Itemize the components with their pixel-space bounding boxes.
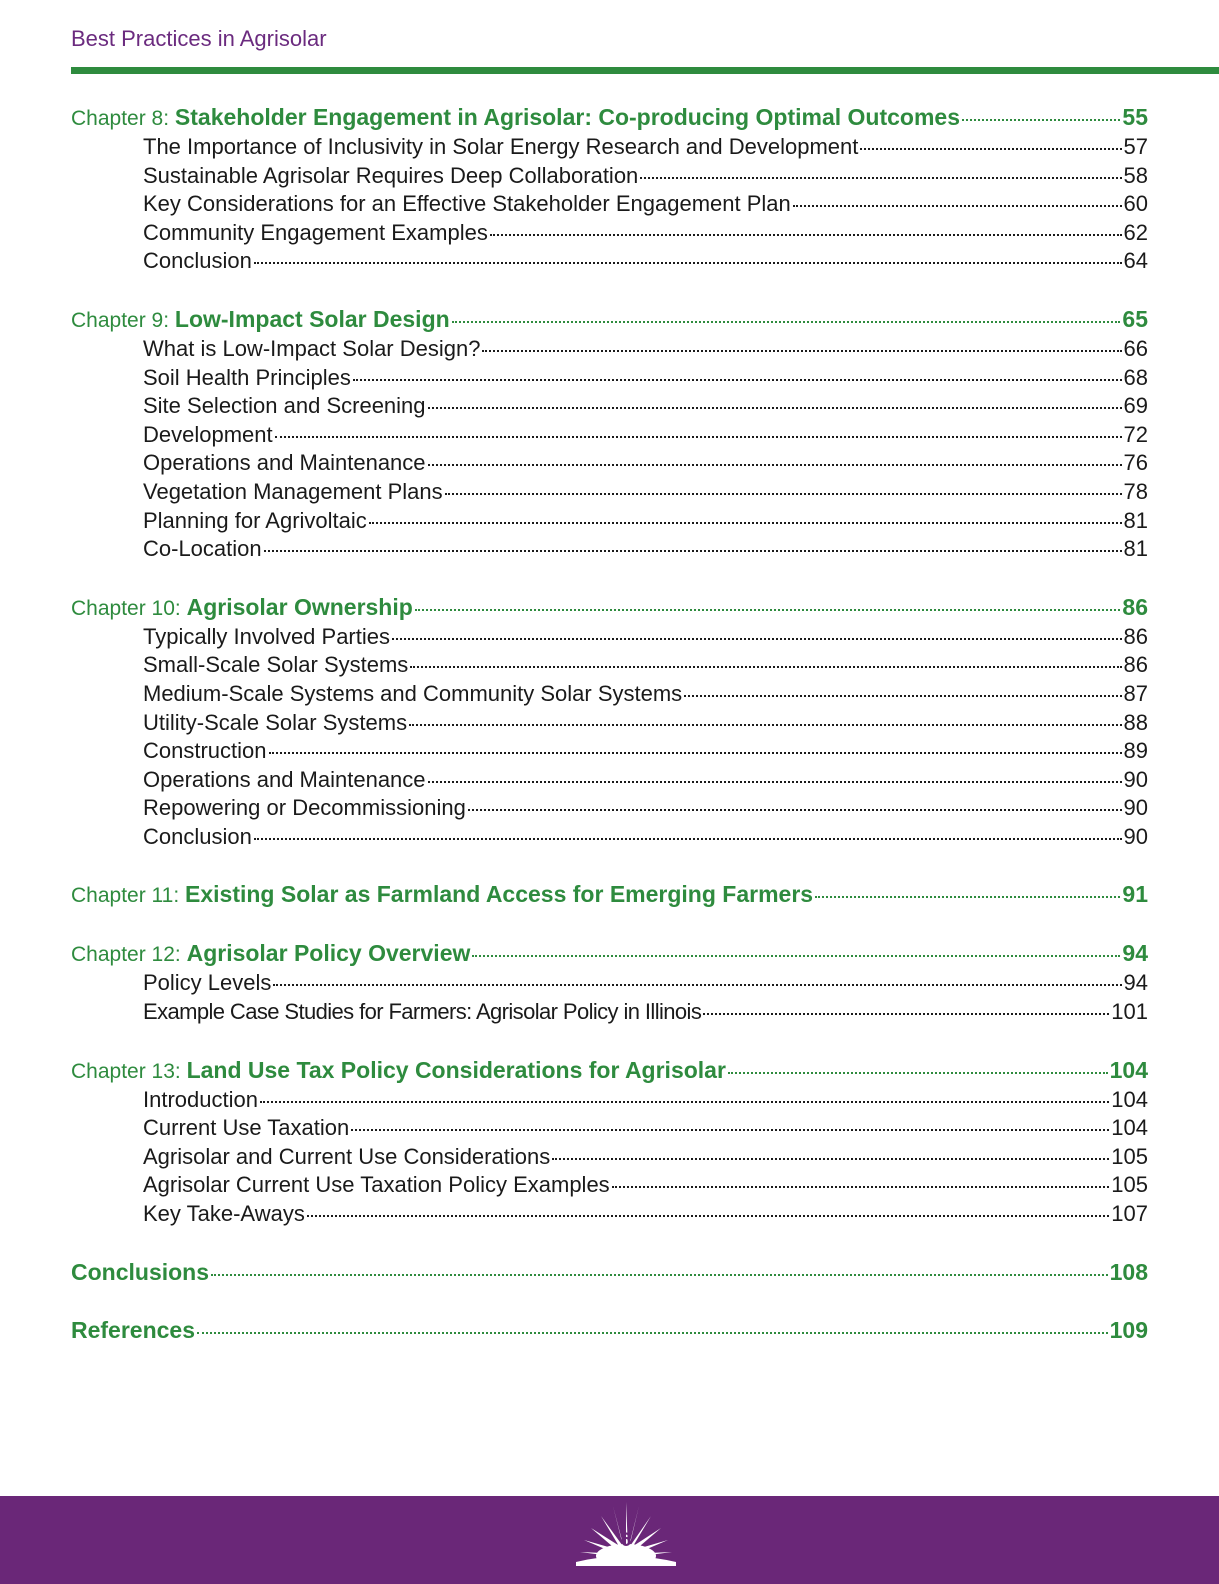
page-ref: 72 bbox=[1123, 421, 1148, 447]
page-ref: 81 bbox=[1123, 507, 1148, 533]
page-ref: 78 bbox=[1123, 478, 1148, 504]
toc-section[interactable] bbox=[71, 737, 1148, 766]
dot-leader bbox=[468, 808, 1122, 811]
dot-leader bbox=[351, 1128, 1109, 1131]
section-title: Current Use Taxation bbox=[143, 1115, 350, 1141]
dot-leader bbox=[369, 521, 1122, 524]
dot-leader bbox=[640, 176, 1121, 179]
toc-chapter-11[interactable] bbox=[71, 880, 1148, 910]
section-title: Conclusion bbox=[143, 823, 252, 849]
page-ref: 101 bbox=[1111, 999, 1148, 1025]
dot-leader bbox=[392, 637, 1122, 640]
dot-leader bbox=[410, 665, 1121, 668]
dot-leader bbox=[254, 837, 1122, 840]
dot-leader bbox=[612, 1185, 1110, 1188]
page-ref: 108 bbox=[1109, 1258, 1148, 1285]
section-title: Key Take-Aways bbox=[143, 1201, 305, 1227]
toc-section[interactable] bbox=[71, 247, 1148, 276]
toc-section[interactable] bbox=[71, 335, 1148, 364]
section-title: Typically Involved Parties bbox=[143, 623, 390, 649]
chapter-title: Conclusions bbox=[71, 1258, 210, 1285]
dot-leader bbox=[728, 1071, 1108, 1074]
page-number: 6 bbox=[620, 1530, 632, 1551]
dot-leader bbox=[409, 723, 1121, 726]
toc-section[interactable] bbox=[71, 1200, 1148, 1229]
page-ref: 60 bbox=[1123, 191, 1148, 217]
section-title: Agrisolar and Current Use Considerations bbox=[143, 1143, 551, 1169]
toc-references[interactable] bbox=[71, 1316, 1148, 1345]
dot-leader bbox=[260, 1100, 1109, 1103]
section-title: The Importance of Inclusivity in Solar Energy Research and Development bbox=[143, 134, 859, 159]
section-title: Community Engagement Examples bbox=[143, 219, 488, 245]
chapter-title: Stakeholder Engagement in Agrisolar: Co-producing Optimal Outcomes bbox=[174, 104, 960, 130]
section-title: Operations and Maintenance bbox=[143, 450, 426, 476]
page-ref: 86 bbox=[1123, 623, 1148, 649]
chapter-title: Land Use Tax Policy Considerations for Agrisolar bbox=[186, 1056, 726, 1083]
section-title: Conclusion bbox=[143, 248, 252, 274]
toc-section[interactable] bbox=[71, 1143, 1148, 1172]
page-ref: 69 bbox=[1123, 393, 1148, 419]
page-ref: 57 bbox=[1123, 134, 1148, 159]
toc-section[interactable] bbox=[71, 680, 1148, 709]
section-title: Agrisolar Current Use Taxation Policy Examples bbox=[143, 1172, 610, 1198]
page-ref: 90 bbox=[1123, 795, 1148, 821]
page-ref: 105 bbox=[1111, 1172, 1148, 1198]
toc-section[interactable] bbox=[71, 364, 1148, 393]
page-ref: 86 bbox=[1123, 652, 1148, 678]
chapter-prefix: Chapter 11: bbox=[71, 884, 186, 908]
section-title: What is Low-Impact Solar Design? bbox=[143, 335, 481, 361]
toc-section[interactable] bbox=[71, 1086, 1148, 1115]
dot-leader bbox=[445, 492, 1122, 495]
section-title: Example Case Studies for Farmers: Agrisolar Policy in Illinois bbox=[143, 999, 702, 1025]
dot-leader bbox=[684, 694, 1121, 697]
section-title: Vegetation Management Plans bbox=[143, 478, 443, 504]
section-title: Planning for Agrivoltaic bbox=[143, 507, 367, 533]
dot-leader bbox=[275, 435, 1122, 438]
table-of-contents bbox=[71, 103, 1148, 1345]
toc-chapter-12[interactable] bbox=[71, 939, 1148, 969]
page-ref: 65 bbox=[1122, 305, 1148, 332]
toc-section[interactable] bbox=[71, 794, 1148, 823]
toc-section[interactable] bbox=[71, 133, 1148, 162]
chapter-prefix: Chapter 8: bbox=[71, 107, 175, 130]
page-ref: 87 bbox=[1123, 680, 1148, 706]
chapter-prefix: Chapter 10: bbox=[71, 596, 187, 620]
page-ref: 109 bbox=[1109, 1316, 1148, 1343]
chapter-title: Low-Impact Solar Design bbox=[174, 305, 450, 332]
dot-leader bbox=[815, 895, 1120, 898]
toc-section[interactable] bbox=[71, 823, 1148, 852]
section-title: Repowering or Decommissioning bbox=[143, 795, 466, 821]
running-head: Best Practices in Agrisolar bbox=[71, 26, 327, 51]
toc-section[interactable] bbox=[71, 709, 1148, 738]
dot-leader bbox=[428, 463, 1122, 466]
page-ref: 94 bbox=[1123, 970, 1148, 996]
dot-leader bbox=[307, 1214, 1109, 1217]
page-ref: 64 bbox=[1123, 248, 1148, 274]
toc-chapter-9[interactable] bbox=[71, 305, 1148, 335]
dot-leader bbox=[428, 780, 1122, 783]
toc-section[interactable] bbox=[71, 449, 1148, 478]
chapter-title: Agrisolar Ownership bbox=[186, 593, 413, 620]
chapter-title: References bbox=[71, 1316, 196, 1343]
toc-chapter-8[interactable] bbox=[71, 103, 1148, 133]
dot-leader bbox=[482, 349, 1121, 352]
toc-section[interactable] bbox=[71, 162, 1148, 191]
page-ref: 90 bbox=[1123, 823, 1148, 849]
page-ref: 62 bbox=[1123, 219, 1148, 245]
section-title: Operations and Maintenance bbox=[143, 766, 426, 792]
toc-chapter-13[interactable] bbox=[71, 1056, 1148, 1086]
section-title: Utility-Scale Solar Systems bbox=[143, 709, 408, 735]
dot-leader bbox=[353, 378, 1122, 381]
page-ref: 86 bbox=[1122, 593, 1148, 620]
dot-leader bbox=[962, 118, 1120, 121]
toc-section[interactable] bbox=[71, 1114, 1148, 1143]
section-title: Key Considerations for an Effective Stakeholder Engagement Plan bbox=[143, 191, 791, 217]
dot-leader bbox=[273, 983, 1121, 986]
page-ref: 104 bbox=[1111, 1115, 1148, 1141]
section-title: Small-Scale Solar Systems bbox=[143, 652, 409, 678]
toc-section[interactable] bbox=[71, 535, 1148, 564]
toc-conclusions[interactable] bbox=[71, 1258, 1148, 1287]
section-title: Soil Health Principles bbox=[143, 364, 351, 390]
toc-section[interactable] bbox=[71, 651, 1148, 680]
page-ref: 107 bbox=[1111, 1201, 1148, 1227]
section-title: Site Selection and Screening bbox=[143, 393, 426, 419]
page-ref: 90 bbox=[1123, 766, 1148, 792]
section-title: Introduction bbox=[143, 1086, 258, 1112]
dot-leader bbox=[197, 1331, 1108, 1334]
toc-section[interactable] bbox=[71, 421, 1148, 450]
dot-leader bbox=[269, 751, 1122, 754]
section-title: Co-Location bbox=[143, 536, 262, 562]
page-ref: 89 bbox=[1123, 738, 1148, 764]
chapter-prefix: Chapter 9: bbox=[71, 308, 175, 332]
dot-leader bbox=[211, 1273, 1108, 1276]
section-title: Development bbox=[143, 421, 273, 447]
dot-leader bbox=[490, 233, 1122, 236]
chapter-title: Agrisolar Policy Overview bbox=[186, 940, 471, 967]
dot-leader bbox=[452, 320, 1121, 323]
toc-section[interactable] bbox=[71, 478, 1148, 507]
toc-section[interactable] bbox=[71, 998, 1148, 1027]
page-ref: 66 bbox=[1123, 335, 1148, 361]
page-ref: 104 bbox=[1109, 1056, 1148, 1083]
page-ref: 58 bbox=[1123, 162, 1148, 188]
dot-leader bbox=[552, 1157, 1109, 1160]
chapter-prefix: Chapter 12: bbox=[71, 943, 187, 967]
toc-section[interactable] bbox=[71, 1171, 1148, 1200]
dot-leader bbox=[793, 204, 1122, 207]
section-title: Sustainable Agrisolar Requires Deep Collaboration bbox=[143, 162, 639, 188]
dot-leader bbox=[264, 549, 1122, 552]
page-ref: 81 bbox=[1123, 536, 1148, 562]
toc-section[interactable] bbox=[71, 623, 1148, 652]
dot-leader bbox=[703, 1012, 1109, 1015]
dot-leader bbox=[860, 147, 1121, 150]
chapter-title: Existing Solar as Farmland Access for Emerging Farmers bbox=[185, 881, 814, 908]
toc-section[interactable] bbox=[71, 969, 1148, 998]
toc-section[interactable] bbox=[71, 507, 1148, 536]
page-ref: 105 bbox=[1111, 1143, 1148, 1169]
dot-leader bbox=[415, 608, 1121, 611]
page-ref: 55 bbox=[1122, 104, 1148, 130]
section-title: Policy Levels bbox=[143, 970, 272, 996]
header-rule bbox=[71, 67, 1219, 74]
page-ref: 68 bbox=[1123, 364, 1148, 390]
page-ref: 94 bbox=[1122, 940, 1148, 967]
toc-section[interactable] bbox=[71, 392, 1148, 421]
page-ref: 76 bbox=[1123, 450, 1148, 476]
section-title: Medium-Scale Systems and Community Solar Systems bbox=[143, 680, 683, 706]
toc-chapter-10[interactable] bbox=[71, 593, 1148, 623]
page-ref: 104 bbox=[1111, 1086, 1148, 1112]
dot-leader bbox=[472, 954, 1120, 957]
toc-section[interactable] bbox=[71, 219, 1148, 248]
page-ref: 88 bbox=[1123, 709, 1148, 735]
page-ref: 91 bbox=[1122, 881, 1148, 908]
toc-section[interactable] bbox=[71, 766, 1148, 795]
section-title: Construction bbox=[143, 738, 267, 764]
dot-leader bbox=[254, 261, 1122, 264]
dot-leader bbox=[428, 406, 1122, 409]
chapter-prefix: Chapter 13: bbox=[71, 1059, 187, 1083]
toc-section[interactable] bbox=[71, 190, 1148, 219]
